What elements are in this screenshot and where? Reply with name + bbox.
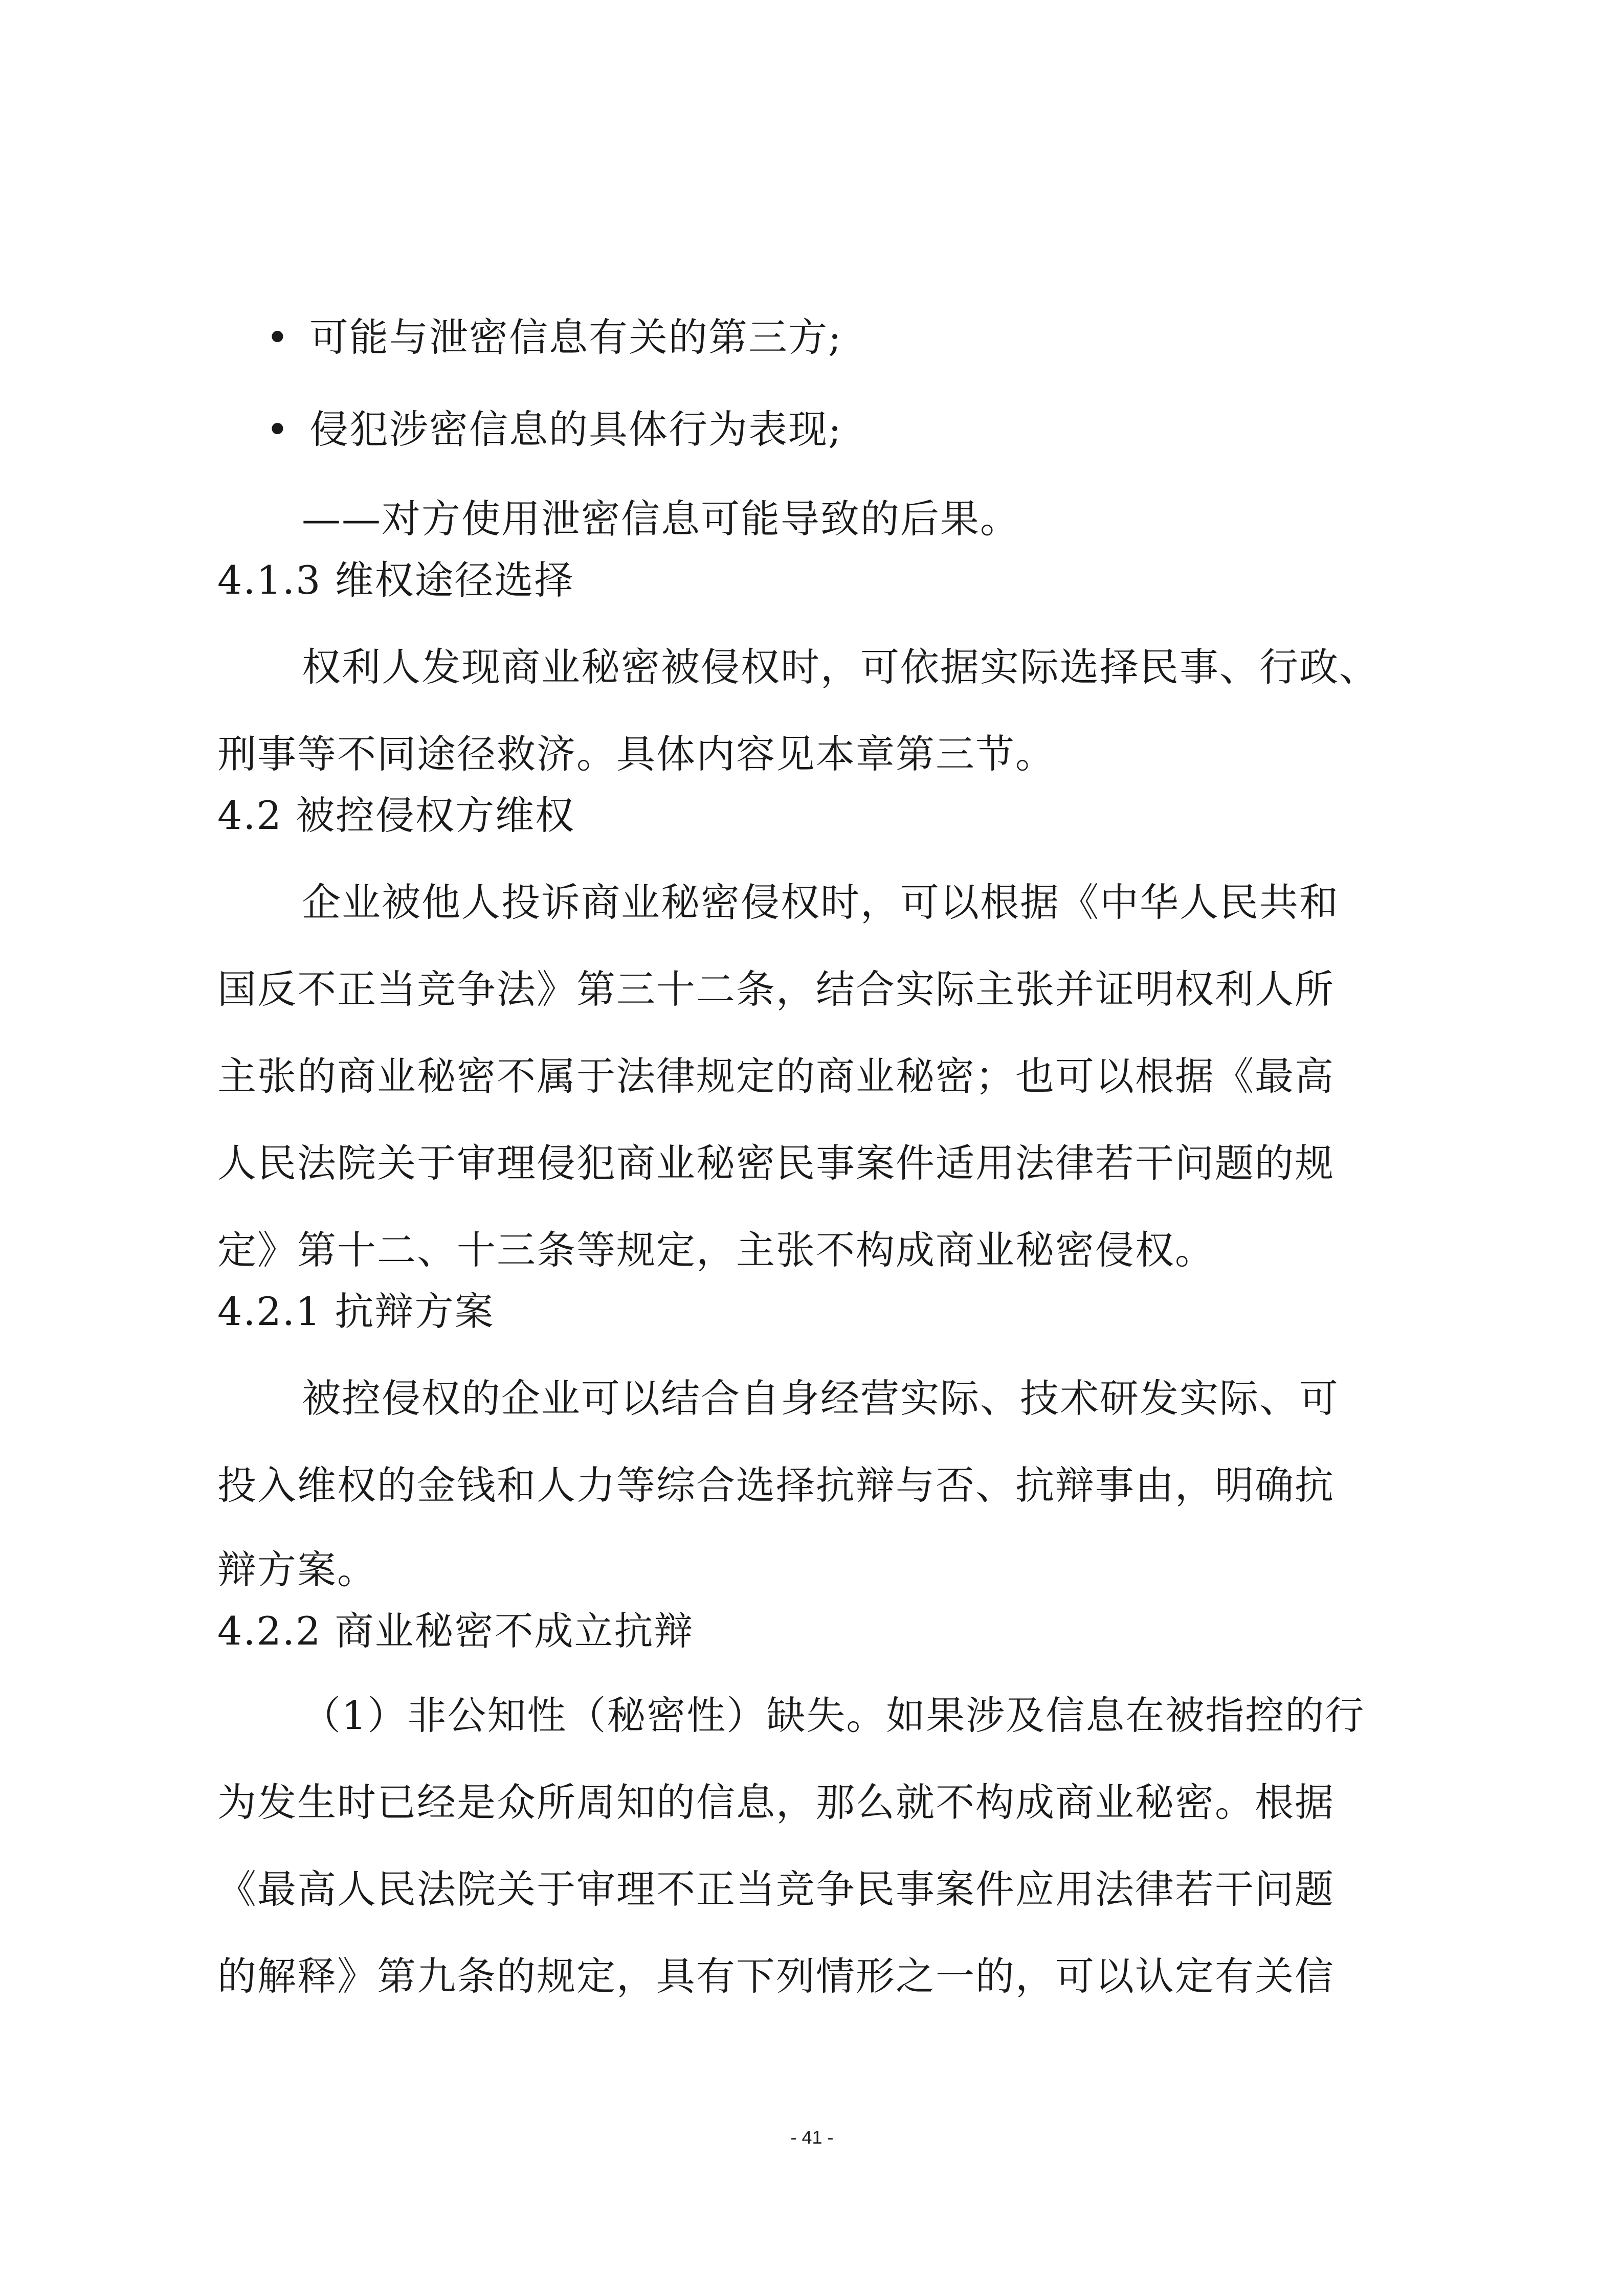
paragraph-line: 国反不正当竞争法》第三十二条，结合实际主张并证明权利人所 — [217, 966, 1334, 1012]
paragraph-line: 定》第十二、十三条等规定，主张不构成商业秘密侵权。 — [217, 1227, 1215, 1273]
paragraph-line: 企业被他人投诉商业秘密侵权时，可以根据《中华人民共和 — [302, 880, 1339, 925]
paragraph-line: 辩方案。 — [217, 1547, 377, 1592]
paragraph-line: 刑事等不同途径救济。具体内容见本章第三节。 — [217, 731, 1055, 777]
section-heading-4-2-1: 4.2.1 抗辩方案 — [217, 1289, 495, 1334]
paragraph-line: 的解释》第九条的规定，具有下列情形之一的，可以认定有关信 — [217, 1953, 1334, 1999]
section-heading-4-1-3: 4.1.3 维权途径选择 — [217, 557, 574, 603]
bullet-dot-icon: • — [266, 407, 290, 452]
section-heading-4-2-2: 4.2.2 商业秘密不成立抗辩 — [217, 1608, 694, 1654]
paragraph-line: 人民法院关于审理侵犯商业秘密民事案件适用法律若干问题的规 — [217, 1140, 1334, 1186]
dash-item: ——对方使用泄密信息可能导致的后果。 — [302, 496, 1020, 542]
section-heading-4-2: 4.2 被控侵权方维权 — [217, 793, 575, 838]
paragraph-line: 主张的商业秘密不属于法律规定的商业秘密；也可以根据《最高 — [217, 1053, 1334, 1099]
paragraph-line: 《最高人民法院关于审理不正当竞争民事案件应用法律若干问题 — [217, 1866, 1334, 1912]
paragraph-line: 为发生时已经是众所周知的信息，那么就不构成商业秘密。根据 — [217, 1780, 1334, 1825]
paragraph-line: 权利人发现商业秘密被侵权时，可依据实际选择民事、行政、 — [302, 644, 1379, 690]
paragraph-line: 投入维权的金钱和人力等综合选择抗辩与否、抗辩事由，明确抗 — [217, 1462, 1334, 1508]
page-number: - 41 - — [790, 2127, 834, 2148]
bullet-dot-icon: • — [266, 314, 290, 360]
paragraph-line: （1）非公知性（秘密性）缺失。如果涉及信息在被指控的行 — [302, 1693, 1365, 1738]
paragraph-line: 被控侵权的企业可以结合自身经营实际、技术研发实际、可 — [302, 1376, 1339, 1421]
bullet-item: • 侵犯涉密信息的具体行为表现; — [0, 404, 1624, 455]
bullet-item: • 可能与泄密信息有关的第三方; — [0, 312, 1624, 363]
